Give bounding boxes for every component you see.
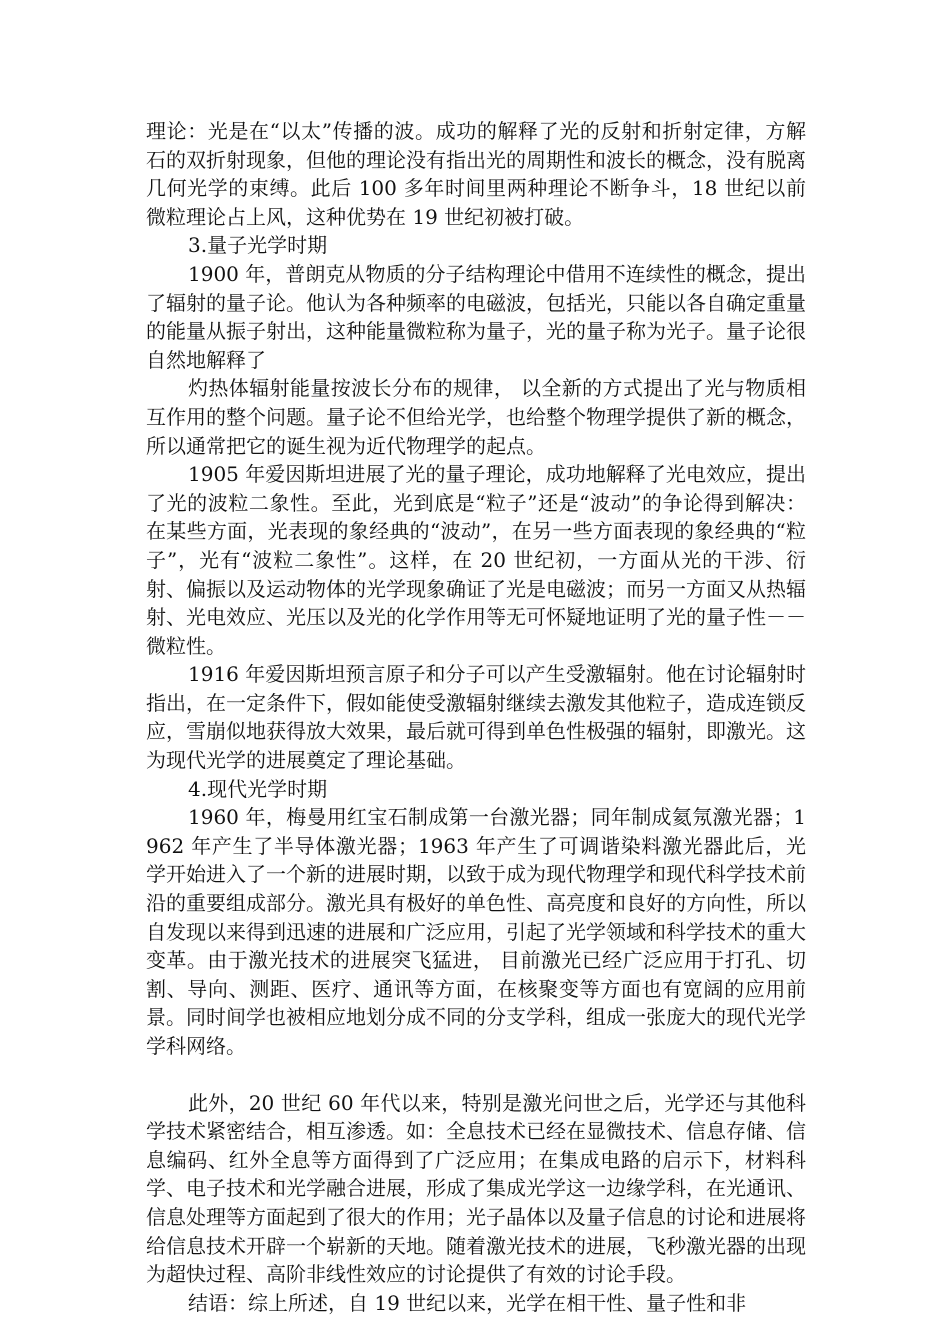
paragraph-spacer <box>146 1061 806 1089</box>
paragraph-stimulated-emission: 1916 年爱因斯坦预言原子和分子可以产生受激辐射。他在讨论辐射时指出，在一定条件下，假如能使受激辐射继续去激发其他粒子，造成连锁反应，雪崩似地获得放大效果，最后就可得到单色性极强的辐射，即激光。这为现代光学的进展奠定了理论基础。 <box>146 662 806 773</box>
section-heading-quantum-optics: 3.量子光学时期 <box>188 233 328 258</box>
paragraph-einstein-photoelectric: 1905 年爱因斯坦进展了光的量子理论，成功地解释了光电效应，提出了光的波粒二象性。至此，光到底是“粒子”还是“波动”的争论得到解决：在某些方面，光表现的象经典的“波动”，在另一些方面表现的象经典的“粒子”，光有“波粒二象性”。这样，在 20 世纪初，一方面从光的干涉、衍射、偏振以及运动物体的光学现象确证了光是电磁波；而另一方面又从热辐射、光电效应、光压以及光的化学作用等无可怀疑地证明了光的量子性－－微粒性。 <box>146 462 806 658</box>
paragraph-conclusion: 结语：综上所述，自 19 世纪以来，光学在相干性、量子性和非 <box>188 1290 747 1315</box>
paragraph-wave-theory-continuation: 理论：光是在“以太”传播的波。成功的解释了光的反射和折射定律，方解石的双折射现象，但他的理论没有指出光的周期性和波长的概念，没有脱离几何光学的束缚。此后 100 多年时间里两种理论不断争斗，18 世纪以前微粒理论占上风，这种优势在 19 世纪初被打破。 <box>146 119 806 229</box>
section-heading-modern-optics: 4.现代光学时期 <box>188 776 328 801</box>
paragraph-interdisciplinary: 此外，20 世纪 60 年代以来，特别是激光问世之后，光学还与其他科学技术紧密结合，相互渗透。如：全息技术已经在显微技术、信息存储、信息编码、红外全息等方面得到了广泛应用；在集成电路的启示下，材料科学、电子技术和光学融合进展，形成了集成光学这一边缘学科，在光通讯、信息处理等方面起到了很大的作用；光子晶体以及量子信息的讨论和进展将给信息技术开辟一个崭新的天地。随着激光技术的进展，飞秒激光器的出现为超快过程、高阶非线性效应的讨论提供了有效的讨论手段。 <box>146 1090 806 1287</box>
paragraph-laser-history: 1960 年，梅曼用红宝石制成第一台激光器；同年制成氦氖激光器；1962 年产生了半导体激光器；1963 年产生了可调谐染料激光器此后，光学开始进入了一个新的进展时期，以致于成为现代物理学和现代科学技术前沿的重要组成部分。激光具有极好的单色性、高亮度和良好的方向性，所以自发现以来得到迅速的进展和广泛应用，引起了光学领域和科学技术的重大变革。由于激光技术的进展突飞猛进， 目前激光已经广泛应用于打孔、切割、导向、测距、医疗、通讯等方面，在核聚变等方面也有宽阔的应用前景。同时间学也被相应地划分成不同的分支学科，组成一张庞大的现代光学学科网络。 <box>146 805 806 1058</box>
paragraph-blackbody-radiation: 灼热体辐射能量按波长分布的规律， 以全新的方式提出了光与物质相互作用的整个问题。量子论不但给光学，也给整个物理学提供了新的概念，所以通常把它的诞生视为近代物理学的起点。 <box>146 376 806 458</box>
document-body <box>146 117 806 1317</box>
paragraph-planck-quantum: 1900 年，普朗克从物质的分子结构理论中借用不连续性的概念，提出了辐射的量子论。他认为各种频率的电磁波，包括光，只能以各自确定重量的能量从振子射出，这种能量微粒称为量子，光的量子称为光子。量子论很自然地解释了 <box>146 261 806 372</box>
